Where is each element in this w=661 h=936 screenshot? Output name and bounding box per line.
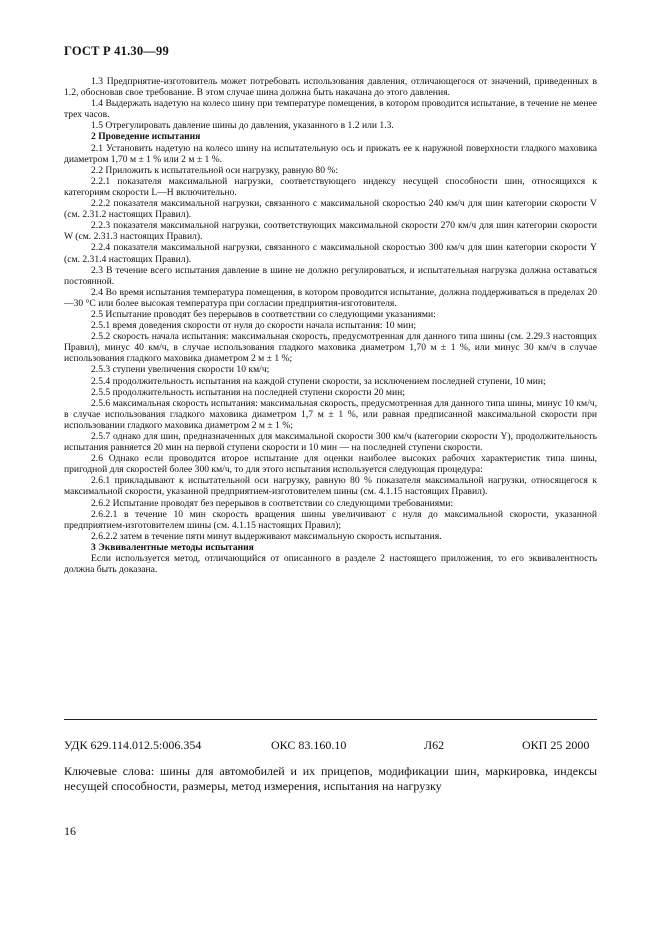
paragraph: 2.5.4 продолжительность испытания на каждой ступени скорости, за исключением последней ступени, 10 мин; bbox=[91, 375, 546, 387]
paragraph: 2.2 Приложить к испытательной оси нагрузку, равную 80 %: bbox=[91, 164, 339, 176]
paragraph: 2.2.2 показателя максимальной нагрузки, связанного с максимальной скоростью 240 км/ч для шин категории скорости V (см. 2.31.2 настоящих Правил). bbox=[64, 198, 597, 221]
paragraph: 1.4 Выдержать надетую на колесо шину при температуре помещения, в котором проводится испытание, в течение не менее трех часов. bbox=[64, 98, 597, 121]
section-heading: 3 Эквивалентные методы испытания bbox=[91, 541, 254, 553]
udk-code: УДК 629.114.012.5:006.354 bbox=[64, 738, 202, 752]
paragraph: Если используется метод, отличающийся от описанного в разделе 2 настоящего приложения, то его эквивалентность должна быть доказана. bbox=[64, 553, 597, 576]
okp-code: ОКП 25 2000 bbox=[522, 738, 590, 752]
oks-code: ОКС 83.160.10 bbox=[271, 738, 347, 752]
keywords: Ключевые слова: шины для автомобилей и их прицепов, модификации шин, маркировка, индексы несущей способности, размеры, метод измерения, испытания на нагрузку bbox=[64, 764, 597, 793]
paragraph: 1.3 Предприятие-изготовитель может потребовать использования давления, отличающегося от значений, приведенных в 1.2, обосновав свое требование. В этом случае шина должна быть накачана до этого давления. bbox=[64, 76, 597, 99]
section-heading: 2 Проведение испытания bbox=[91, 131, 201, 143]
document-header: ГОСТ Р 41.30—99 bbox=[64, 44, 169, 58]
paragraph: 2.4 Во время испытания температура помещения, в котором проводится испытание, должна поддерживаться в пределах 20—30 °С или более высокая температура при согласии предприятия-изготовителя. bbox=[64, 286, 597, 309]
paragraph: 2.2.4 показателя максимальной нагрузки, связанного с максимальной скоростью 300 км/ч для шин категории скорости Y (см. 2.31.4 настоящих Правил). bbox=[64, 242, 597, 265]
footer-divider bbox=[64, 719, 597, 720]
page-number: 16 bbox=[64, 824, 76, 838]
body-text bbox=[64, 76, 597, 575]
paragraph: 2.5.6 максимальная скорость испытания: максимальная скорость, предусмотренная для данного типа шины, минус 10 км/ч, в случае использования гладкого маховика диаметром 1,7 м ± 1 %, или равная предписанной максимальной скорости при использовании гладкого маховика диаметром 2 м ± 1 %; bbox=[64, 397, 597, 431]
paragraph: 2.2.3 показателя максимальной нагрузки, соответствующих максимальной скорости 270 км/ч для шин категории скорости W (см. 2.31.3 настоящих Правил). bbox=[64, 220, 597, 243]
classification-codes bbox=[64, 738, 597, 754]
paragraph: 2.5.5 продолжительность испытания на последней ступени скорости 20 мин; bbox=[91, 386, 405, 398]
l-code: Л62 bbox=[424, 738, 445, 752]
paragraph: 2.5.7 однако для шин, предназначенных для максимальной скорости 300 км/ч (категории скорости Y), продолжительность испытания равняется 20 мин на первой ступени скорости и 10 мин — на последней ступени скорости. bbox=[64, 431, 597, 454]
paragraph: 2.5.3 ступени увеличения скорости 10 км/ч; bbox=[91, 364, 270, 376]
paragraph: 2.6.2.1 в течение 10 мин скорость вращения шины увеличивают с нуля до максимальной скорости, указанной предприятием-изготовителем шины (см. 4.1.15 настоящих Правил); bbox=[64, 508, 597, 531]
paragraph: 2.6.2 Испытание проводят без перерывов в соответствии со следующими требованиями: bbox=[91, 497, 454, 509]
paragraph: 2.6 Однако если проводится второе испытание для оценки наиболее высоких рабочих характеристик типа шины, пригодной для скоростей более 300 км/ч, то для этого испытания используется следующая процедура: bbox=[64, 453, 597, 476]
paragraph: 1.5 Отрегулировать давление шины до давления, указанного в 1.2 или 1.3. bbox=[91, 120, 394, 132]
paragraph: 2.5 Испытание проводят без перерывов в соответствии со следующими указаниями: bbox=[91, 308, 436, 320]
paragraph: 2.3 В течение всего испытания давление в шине не должно регулироваться, и испытательная нагрузка должна оставаться постоянной. bbox=[64, 264, 597, 287]
paragraph: 2.5.2 скорость начала испытания: максимальная скорость, предусмотренная для данного типа шины (см. 2.29.3 настоящих Правил), минус 40 км/ч, в случае использования гладкого маховика диаметром 1,70 м ± 1 %, или минус 30 км/ч в случае использования гладкого маховика диаметром 2 м ± 1 %; bbox=[64, 331, 597, 365]
paragraph: 2.1 Установить надетую на колесо шину на испытательную ось и прижать ее к наружной поверхности гладкого маховика диаметром 1,70 м ± 1 % или 2 м ± 1 %. bbox=[64, 142, 597, 165]
paragraph: 2.6.1 прикладывают к испытательной оси нагрузку, равную 80 % показателя максимальной нагрузки, относящегося к максимальной скорости, указанной предприятием-изготовителем шины (см. 4.1.15 настоящих Правил). bbox=[64, 475, 597, 498]
paragraph: 2.6.2.2 затем в течение пяти минут выдерживают максимальную скорость испытания. bbox=[91, 530, 442, 542]
paragraph: 2.2.1 показателя максимальной нагрузки, соответствующего индексу несущей способности шин, относящихся к категориям скорости L—H включительно. bbox=[64, 175, 597, 198]
paragraph: 2.5.1 время доведения скорости от нуля до скорости начала испытания: 10 мин; bbox=[91, 320, 416, 332]
